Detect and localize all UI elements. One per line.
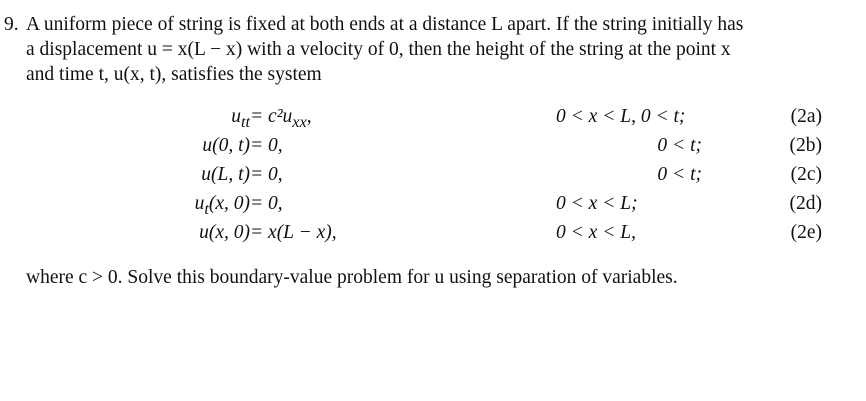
equation-tag: (2d) [789,193,822,214]
equation-row-2e [0,222,866,251]
equation-rhs: = 0, [250,164,283,185]
equation-lhs: u(0, t) [202,135,250,156]
problem-statement [4,12,854,87]
equation-condition: 0 < x < L; [556,193,638,214]
equation-condition: 0 < t; [657,135,702,156]
equation-lhs: $u_t(x$, 0) [194,193,250,218]
problem-line-1 [4,12,854,37]
equation-condition: 0 < x < L, [556,222,636,243]
equation-rhs: = $c^2u_{xx}$, [250,106,312,131]
equation-condition: 0 < t; [657,164,702,185]
equation-system [0,106,866,251]
equation-row-2d [0,193,866,222]
equation-tag: (2e) [790,222,822,243]
equation-row-2c [0,164,866,193]
problem-number: 9. [4,14,19,35]
equation-row-2a [0,106,866,135]
equation-rhs: = 0, [250,193,283,214]
equation-rhs: = 0, [250,135,283,156]
equation-lhs: u(x, 0) [199,222,250,243]
problem-text-line-1: A uniform piece of string is fixed at both ends at a distance L apart. If the string initially has [26,14,744,35]
equation-tag: (2c) [790,164,822,185]
equation-lhs: $u_{tt}$ [231,106,250,131]
equation-lhs: u(L, t) [201,164,250,185]
problem-line-3: and time t, u(x, t), satisfies the system [26,64,322,85]
equation-tag: (2a) [790,106,822,127]
equation-row-2b [0,135,866,164]
equation-condition: 0 < x < L, 0 < t; [556,106,686,127]
equation-tag: (2b) [789,135,822,156]
problem-instruction: where c > 0. Solve this boundary-value problem for u using separation of variables. [26,267,678,288]
equation-rhs: = x(L − x), [250,222,337,243]
problem-line-2: a displacement u = x(L − x) with a velocity of 0, then the height of the string at the point x [26,39,731,60]
